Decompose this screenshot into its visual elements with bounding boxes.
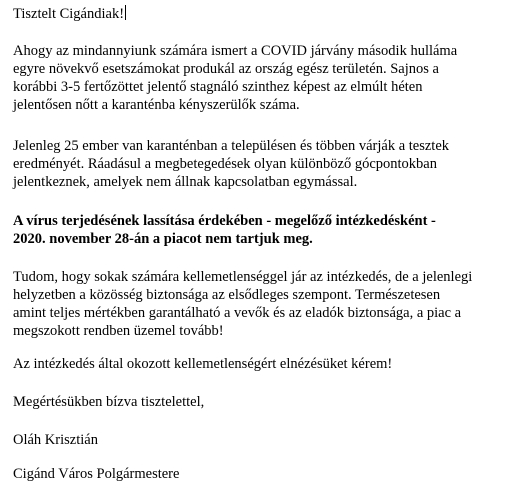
paragraph-line: jelentkeznek, amelyek nem állnak kapcsolatban egymással. [13,174,358,190]
greeting-text: Tisztelt Cigándiak! [13,6,125,22]
paragraph-line: jelentősen nőtt a karanténba kényszerülők száma. [13,97,300,113]
paragraph-line: 2020. november 28-án a piacot nem tartjuk meg. [13,231,313,247]
paragraph-covid-situation [13,42,457,114]
signer-name-text: Oláh Krisztián [13,432,98,448]
paragraph-line: helyzetben a közösség biztonsága az elsődleges szempont. Természetesen [13,287,441,303]
paragraph-line: megszokott rendben üzemel tovább! [13,323,224,339]
paragraph-safety-explanation [13,268,472,340]
closing-text: Megértésükben bízva tisztelettel, [13,394,205,410]
paragraph-line: amint teljes mértékben garantálható a vevők és az eladók biztonsága, a piac a [13,305,462,321]
paragraph-line: Tudom, hogy sokak számára kellemetlenséggel jár az intézkedés, de a jelenlegi [13,269,473,285]
paragraph-line: Ahogy az mindannyiunk számára ismert a COVID járvány második hulláma [13,43,458,59]
signer-title [13,465,179,483]
greeting [13,5,126,23]
paragraph-quarantine-count [13,137,449,191]
paragraph-line: eredményét. Ráadásul a megbetegedések olyan különböző gócpontokban [13,156,437,172]
paragraph-apology [13,355,392,373]
signer-title-text: Cigánd Város Polgármestere [13,466,180,482]
paragraph-line: A vírus terjedésének lassítása érdekében - megelőző intézkedésként - [13,213,436,229]
paragraph-line: egyre növekvő esetszámokat produkál az ország egész területén. Sajnos a [13,61,439,77]
paragraph-line: Az intézkedés által okozott kellemetlenségért elnézésüket kérem! [13,356,393,372]
paragraph-line: korábbi 3-5 fertőzöttet jelentő stagnáló szinthez képest az elmúlt héten [13,79,423,95]
paragraph-market-cancellation [13,212,436,248]
signer-name [13,431,98,449]
closing-line [13,393,204,411]
paragraph-line: Jelenleg 25 ember van karanténban a településen és többen várják a tesztek [13,138,450,154]
text-cursor [125,5,126,20]
